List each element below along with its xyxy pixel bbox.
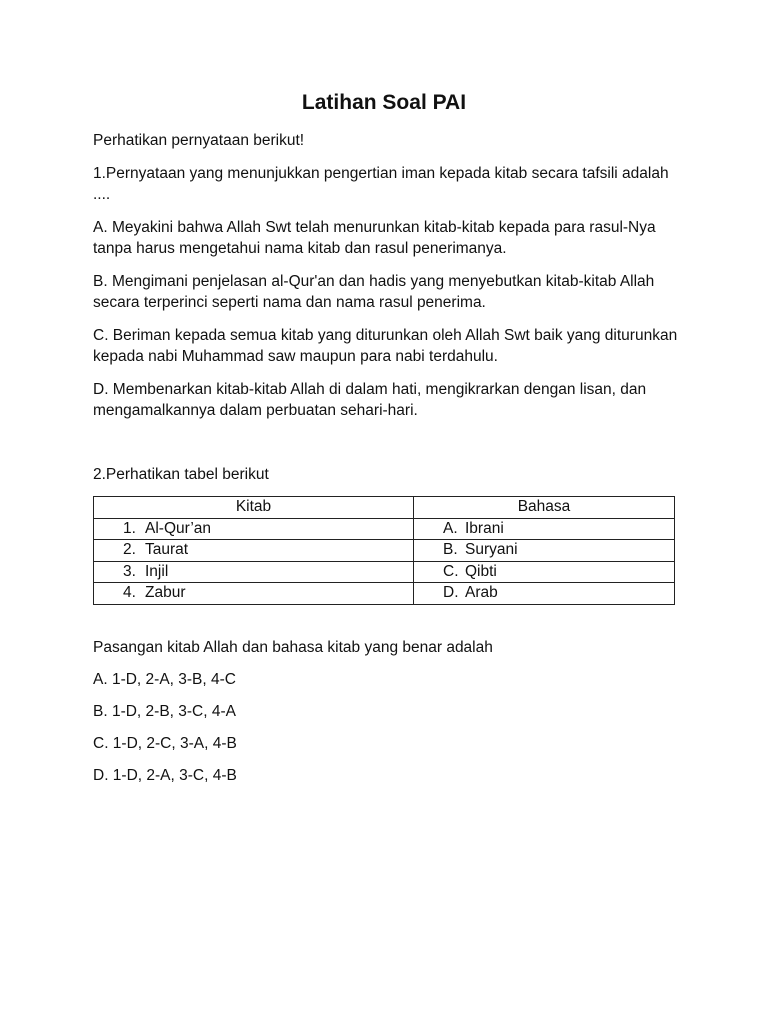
table-cell-bahasa (414, 540, 675, 562)
kitab-bahasa-table (93, 496, 675, 605)
table-cell-kitab (94, 518, 414, 540)
bahasa-name: Suryani (465, 541, 518, 559)
table-cell-bahasa (414, 561, 675, 583)
question-2-prompt: Pasangan kitab Allah dan bahasa kitab yang benar adalah (93, 638, 493, 656)
list-letter: B. (443, 541, 458, 559)
table-cell-bahasa (414, 518, 675, 540)
kitab-name: Zabur (145, 584, 186, 602)
table-row (94, 561, 675, 583)
question-1-option-b: B. Mengimani penjelasan al-Qur'an dan hadis yang menyebutkan kitab-kitab Allah secara terperinci seperti nama dan nama rasul penerima. (93, 272, 655, 311)
question-1-option-a: A. Meyakini bahwa Allah Swt telah menurunkan kitab-kitab kepada para rasul-Nya tanpa harus mengetahui nama kitab dan rasul penerimanya. (93, 218, 656, 257)
question-1-option-c: C. Beriman kepada semua kitab yang diturunkan oleh Allah Swt baik yang diturunkan kepada nabi Muhammad saw maupun para nabi terdahulu. (93, 326, 678, 365)
table-header-kitab: Kitab (94, 497, 414, 519)
question-2-answer-a: A. 1-D, 2-A, 3-B, 4-C (93, 670, 236, 688)
page-title: Latihan Soal PAI (301, 91, 467, 114)
intro-text: Perhatikan pernyataan berikut! (93, 132, 305, 149)
table-cell-bahasa (414, 583, 675, 605)
table-cell-kitab (94, 561, 414, 583)
table-cell-kitab (94, 583, 414, 605)
list-number: 4. (123, 584, 136, 602)
question-2-text: 2.Perhatikan tabel berikut (93, 465, 269, 483)
question-2-answer-c: C. 1-D, 2-C, 3-A, 4-B (93, 734, 237, 752)
list-letter: A. (443, 519, 458, 537)
list-number: 3. (123, 562, 136, 580)
list-number: 1. (123, 519, 136, 537)
list-letter: C. (443, 562, 459, 580)
bahasa-name: Qibti (465, 562, 497, 580)
kitab-name: Injil (145, 562, 169, 580)
bahasa-name: Ibrani (465, 519, 504, 537)
table-cell-kitab (94, 540, 414, 562)
question-2-answer-d: D. 1-D, 2-A, 3-C, 4-B (93, 766, 237, 784)
table-row (94, 583, 675, 605)
table-header-row (94, 497, 675, 519)
question-1-text: 1.Pernyataan yang menunjukkan pengertian iman kepada kitab secara tafsili adalah .... (93, 164, 669, 203)
question-2-answer-b: B. 1-D, 2-B, 3-C, 4-A (93, 702, 236, 720)
document-body (93, 130, 678, 797)
table-header-bahasa: Bahasa (414, 497, 675, 519)
kitab-name: Al-Qur’an (145, 519, 212, 537)
kitab-name: Taurat (145, 541, 189, 559)
question-1-option-d: D. Membenarkan kitab-kitab Allah di dalam hati, mengikrarkan dengan lisan, dan mengamalkannya dalam perbuatan sehari-hari. (93, 380, 647, 419)
table-row (94, 518, 675, 540)
bahasa-name: Arab (465, 584, 498, 602)
table-row (94, 540, 675, 562)
list-letter: D. (443, 584, 459, 602)
list-number: 2. (123, 541, 136, 559)
